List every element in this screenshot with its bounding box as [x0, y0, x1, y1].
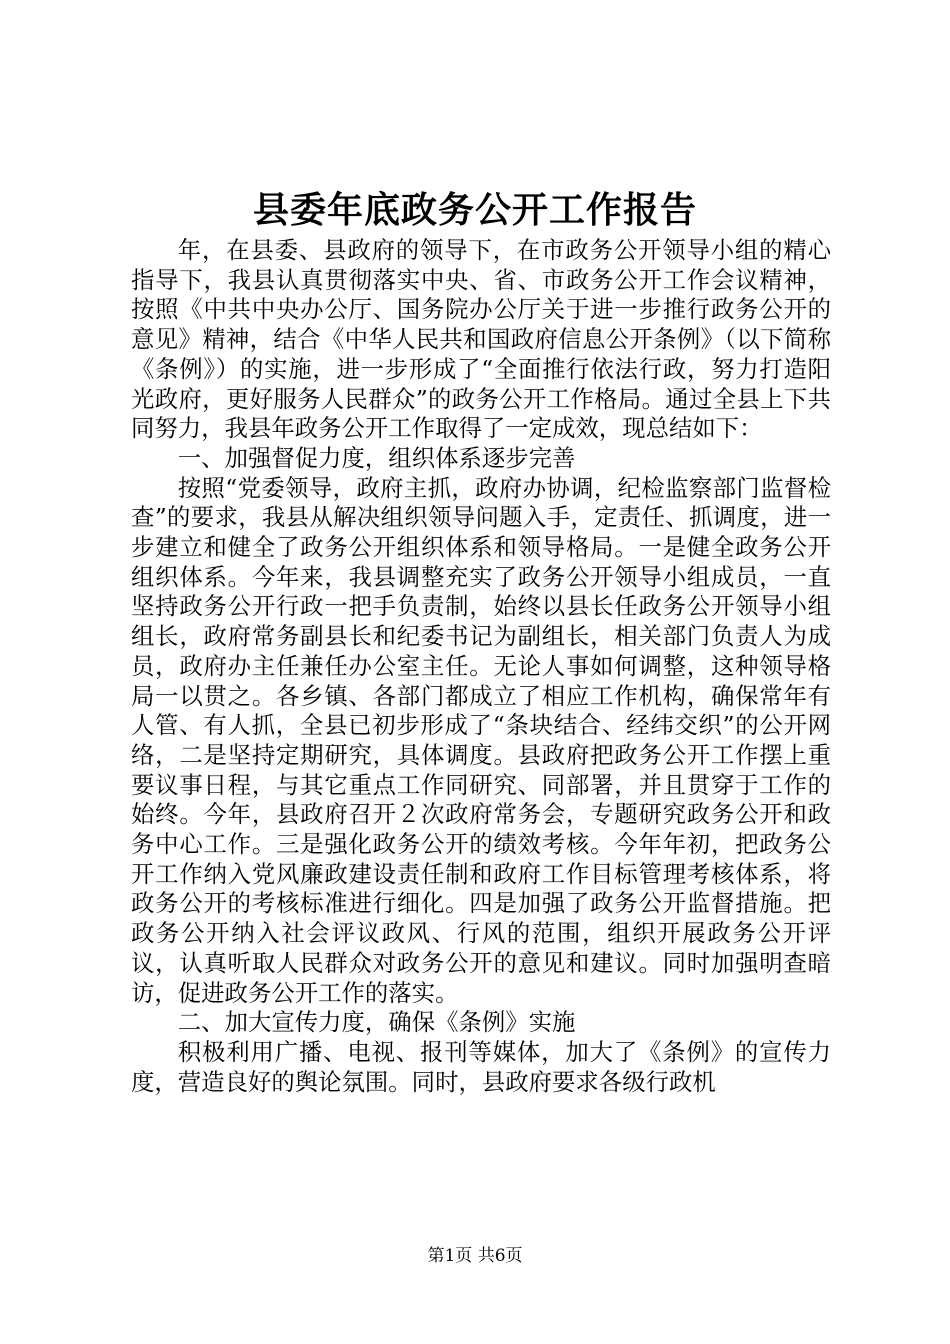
document-body [131, 236, 831, 1097]
paragraph-section-1: 按照“党委领导，政府主抓，政府办协调，纪检监察部门监督检查”的要求，我县从解决组织领导问题入手，定责任、抓调度，进一步建立和健全了政务公开组织体系和领导格局。一是健全政务公开组织体系。今年来，我县调整充实了政务公开领导小组成员，一直坚持政务公开行政一把手负责制，始终以县长任政务公开领导小组组长，政府常务副县长和纪委书记为副组长，相关部门负责人为成员，政府办主任兼任办公室主任。无论人事如何调整，这种领导格局一以贯之。各乡镇、各部门都成立了相应工作机构，确保常年有人管、有人抓，全县已初步形成了“条块结合、经纬交织”的公开网络，二是坚持定期研究，具体调度。县政府把政务公开工作摆上重要议事日程，与其它重点工作同研究、同部署，并且贯穿于工作的始终。今年，县政府召开２次政府常务会，专题研究政务公开和政务中心工作。三是强化政务公开的绩效考核。今年年初，把政务公开工作纳入党风廉政建设责任制和政府工作目标管理考核体系，将政务公开的考核标准进行细化。四是加强了政务公开监督措施。把政务公开纳入社会评议政风、行风的范围，组织开展政务公开评议，认真听取人民群众对政务公开的意见和建议。同时加强明查暗访，促进政务公开工作的落实。 [131, 473, 831, 1007]
section-heading-2: 二、加大宣传力度，确保《条例》实施 [177, 1008, 576, 1037]
section-heading-1: 一、加强督促力度，组织体系逐步完善 [177, 443, 576, 472]
document-title: 县委年底政务公开工作报告 [252, 189, 697, 231]
paragraph-section-2: 积极利用广播、电视、报刊等媒体，加大了《条例》的宣传力度，营造良好的舆论氛围。同时，县政府要求各级行政机 [131, 1037, 831, 1096]
page-number-footer: 第1页 共6页 [427, 1246, 523, 1266]
paragraph-intro: 年，在县委、县政府的领导下，在市政务公开领导小组的精心指导下，我县认真贯彻落实中央、省、市政务公开工作会议精神，按照《中共中央办公厅、国务院办公厅关于进一步推行政务公开的意见》精神，结合《中华人民共和国政府信息公开条例》（以下简称《条例》）的实施，进一步形成了“全面推行依法行政，努力打造阳光政府，更好服务人民群众”的政务公开工作格局。通过全县上下共同努力，我县年政务公开工作取得了一定成效，现总结如下： [131, 236, 831, 443]
